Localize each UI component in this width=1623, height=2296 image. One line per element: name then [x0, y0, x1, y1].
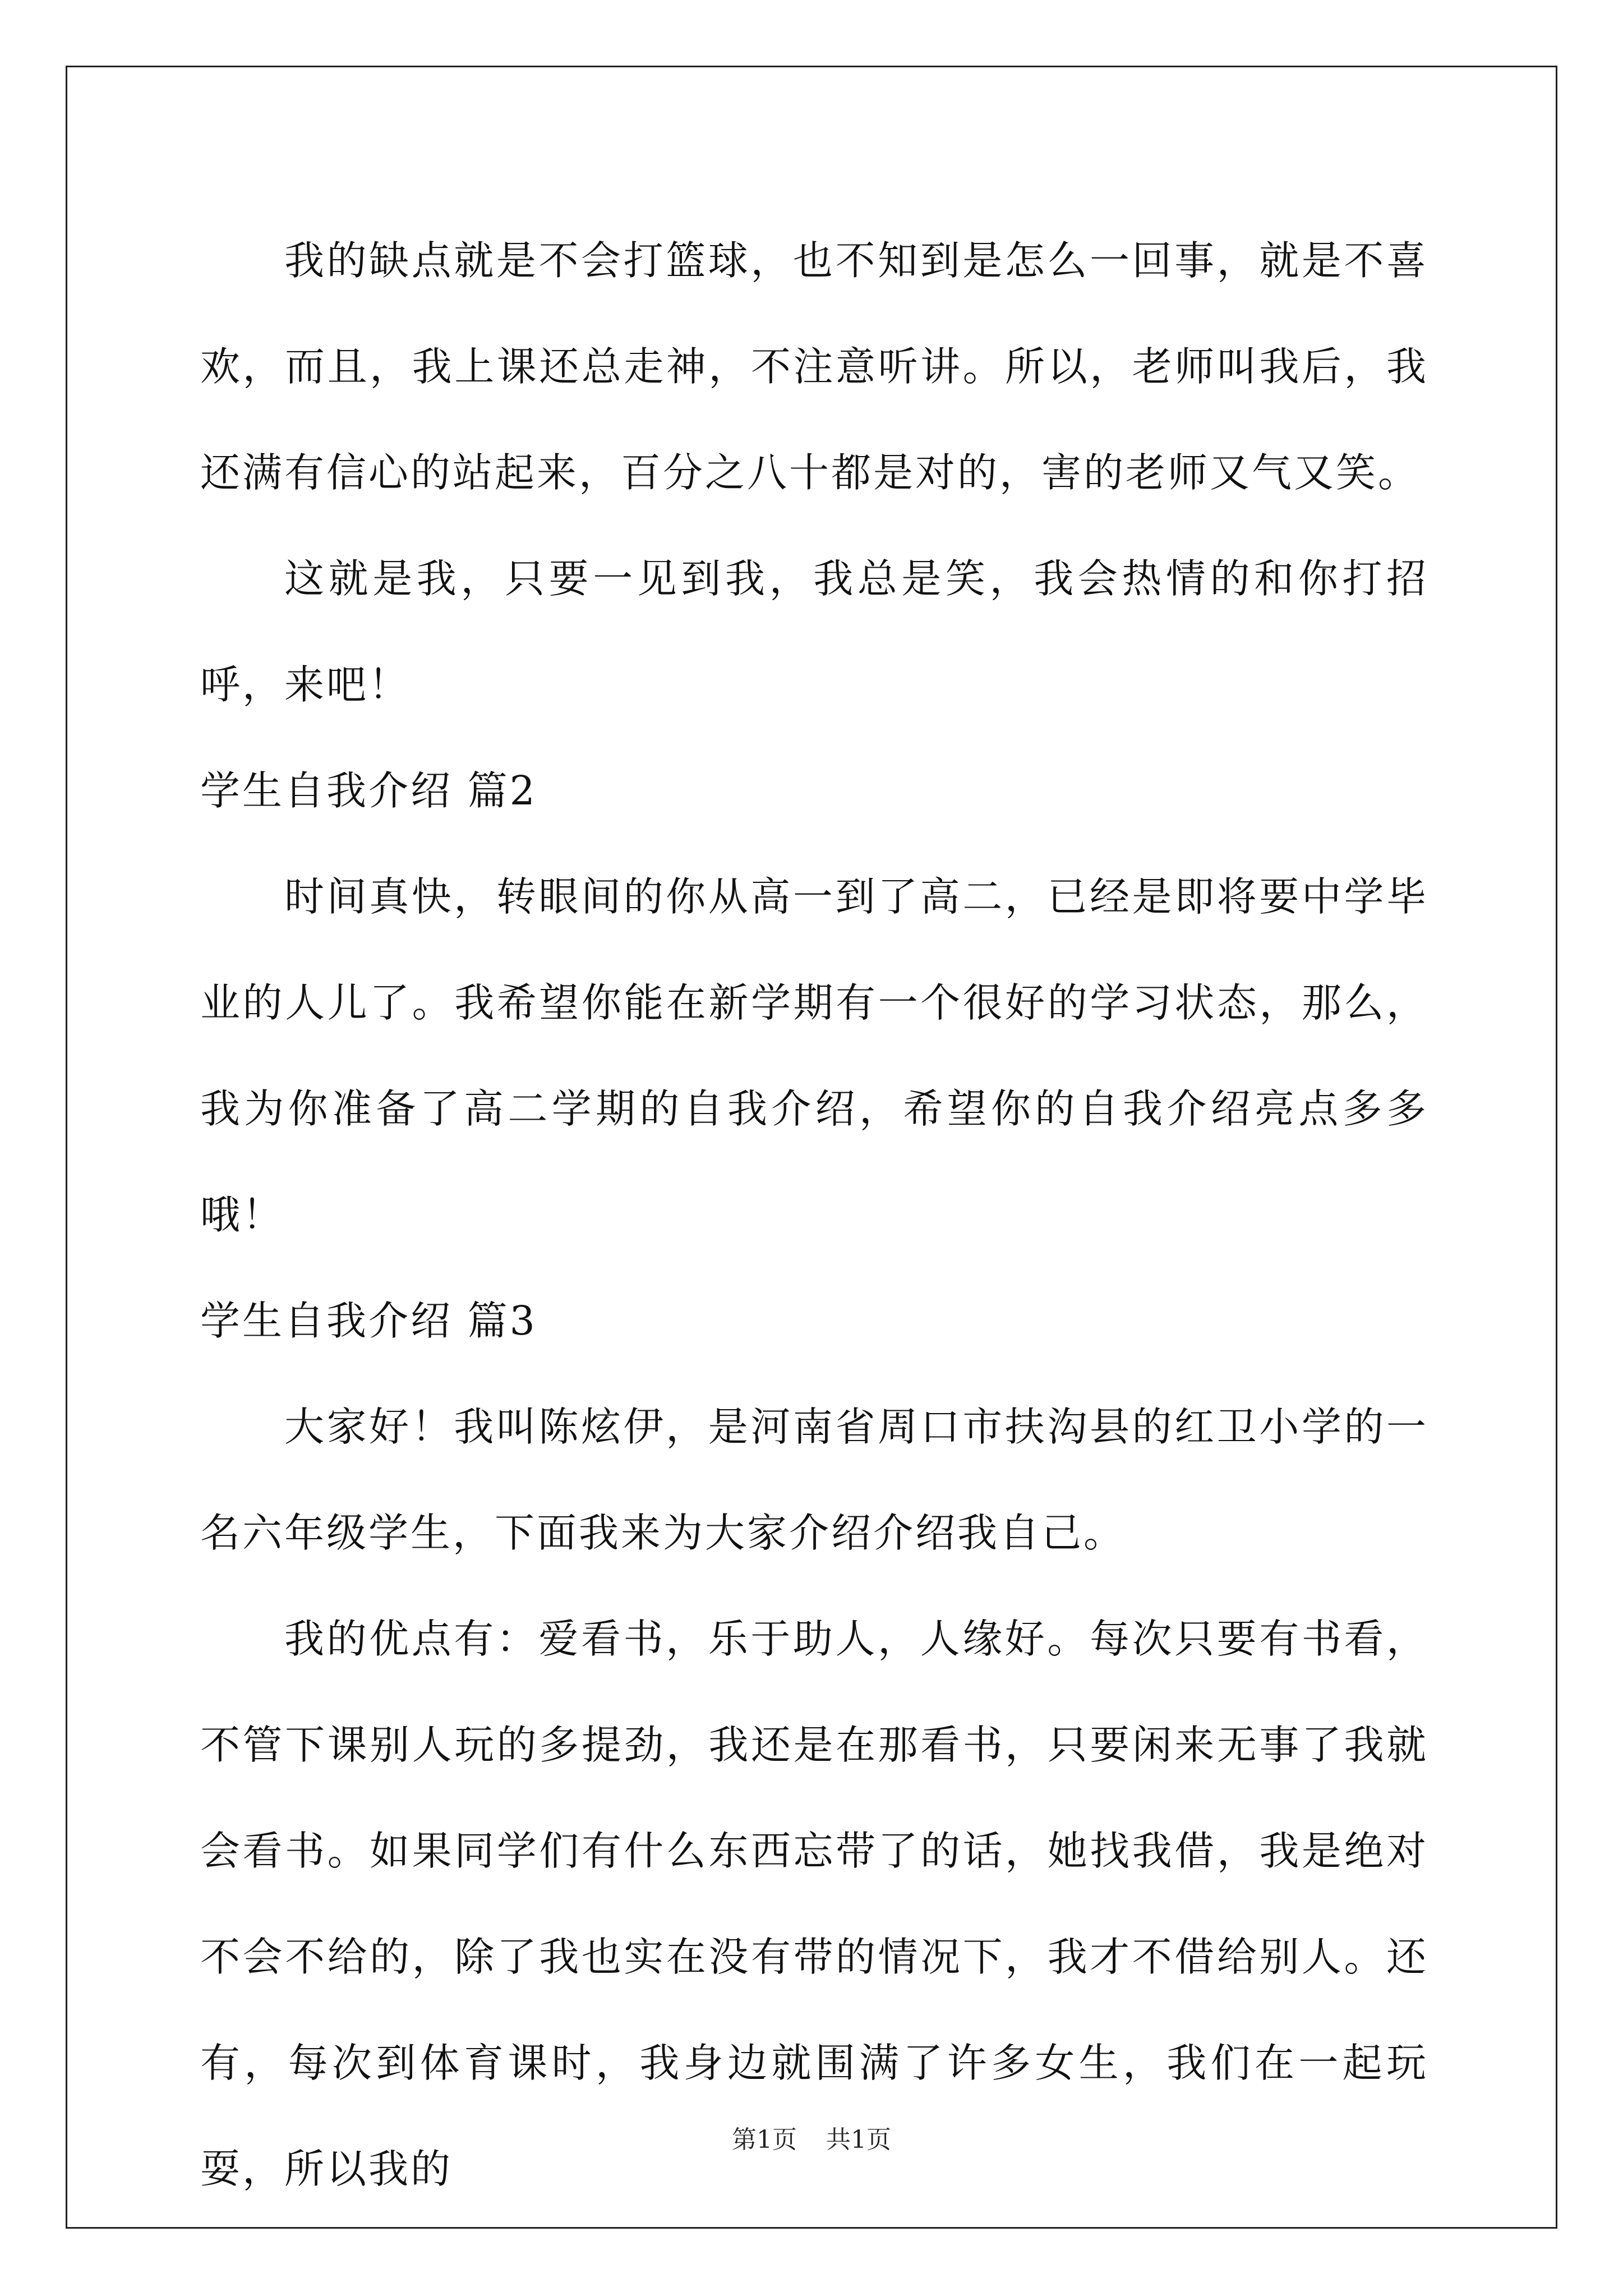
- page-number-current: 第1页: [732, 2125, 797, 2154]
- paragraph-greeting: 大家好！我叫陈炫伊，是河南省周口市扶沟县的红卫小学的一名六年级学生，下面我来为大家介绍介绍我自己。: [200, 1404, 1428, 1556]
- document-body: [200, 208, 1428, 2222]
- section-heading-2: 学生自我介绍 篇2: [200, 767, 537, 814]
- paragraph-time-flies: 时间真快，转眼间的你从高一到了高二，已经是即将要中学毕业的人儿了。我希望你能在新学期有一个很好的学习状态，那么，我为你准备了高二学期的自我介绍，希望你的自我介绍亮点多多哦！: [200, 873, 1428, 1238]
- paragraph-strengths: 我的优点有：爱看书，乐于助人，人缘好。每次只要有书看，不管下课别人玩的多提劲，我还是在那看书，只要闲来无事了我就会看书。如果同学们有什么东西忘带了的话，她找我借，我是绝对不会不给的，除了我也实在没有带的情况下，我才不借给别人。还有，每次到体育课时，我身边就围满了许多女生，我们在一起玩耍，所以我的: [200, 1616, 1428, 2192]
- page-number-total: 共1页: [826, 2125, 891, 2154]
- section-heading-3: 学生自我介绍 篇3: [200, 1297, 537, 1344]
- paragraph-shortcomings: 我的缺点就是不会打篮球，也不知到是怎么一回事，就是不喜欢，而且，我上课还总走神，不注意听讲。所以，老师叫我后，我还满有信心的站起来，百分之八十都是对的，害的老师又气又笑。: [200, 237, 1428, 496]
- paragraph-this-is-me: 这就是我，只要一见到我，我总是笑，我会热情的和你打招呼，来吧！: [200, 555, 1428, 708]
- page-footer: [0, 2123, 1623, 2157]
